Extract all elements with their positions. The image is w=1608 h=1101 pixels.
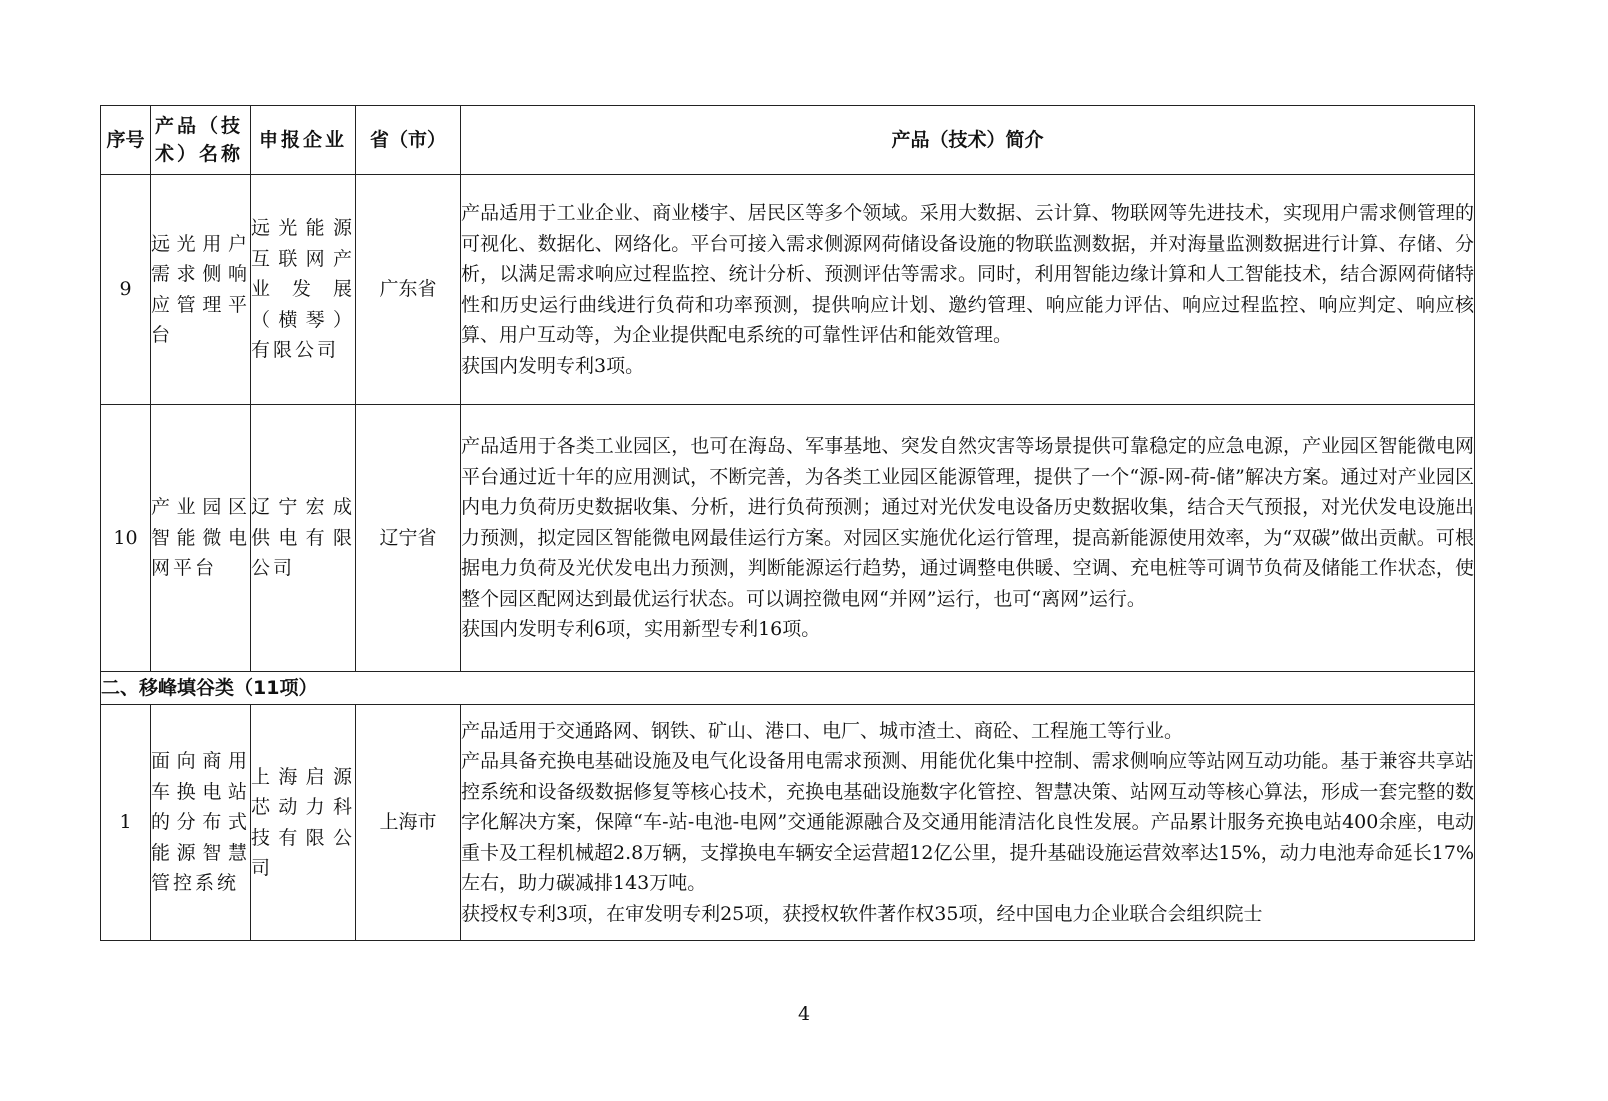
table-row <box>101 705 1475 941</box>
description-patents: 获授权专利3项，在审发明专利25项，获授权软件著作权35项，经中国电力企业联合会组织院士 <box>461 902 1263 925</box>
row-product-name: 产业园区智能微电网平台 <box>151 405 251 672</box>
row-enterprise: 上海启源芯动力科技有限公司 <box>251 705 356 941</box>
table-row <box>101 405 1475 672</box>
header-name: 产品（技术）名称 <box>151 106 251 175</box>
row-province: 辽宁省 <box>356 405 461 672</box>
table-row <box>101 175 1475 405</box>
row-seq: 10 <box>101 405 151 672</box>
row-seq: 1 <box>101 705 151 941</box>
row-description <box>461 175 1475 405</box>
header-description: 产品（技术）简介 <box>461 106 1475 175</box>
header-seq: 序号 <box>101 106 151 175</box>
header-province: 省（市） <box>356 106 461 175</box>
row-province: 上海市 <box>356 705 461 941</box>
row-enterprise: 远光能源互联网产业发展（横琴）有限公司 <box>251 175 356 405</box>
product-table <box>100 105 1475 941</box>
row-product-name: 远光用户需求侧响应管理平台 <box>151 175 251 405</box>
table-header-row <box>101 106 1475 175</box>
description-paragraph: 产品具备充换电基础设施及电气化设备用电需求预测、用能优化集中控制、需求侧响应等站网互动功能。基于兼容共享站控系统和设备级数据修复等核心技术，充换电基础设施数字化管控、智慧决策、站网互动等核心算法，形成一套完整的数字化解决方案，保障“车-站-电池-电网”交通能源融合及交通用能清洁化良性发展。产品累计服务充换电站400余座，电动重卡及工程机械超2.8万辆，支撑换电车辆安全运营超12亿公里，提升基础设施运营效率达15%，动力电池寿命延长17%左右，助力碳减排143万吨。 <box>461 750 1474 895</box>
row-seq: 9 <box>101 175 151 405</box>
section-row <box>101 672 1475 705</box>
row-description <box>461 405 1475 672</box>
row-description <box>461 705 1475 941</box>
description-patents: 获国内发明专利3项。 <box>461 354 645 377</box>
row-enterprise: 辽宁宏成供电有限公司 <box>251 405 356 672</box>
description-paragraph: 产品适用于各类工业园区，也可在海岛、军事基地、突发自然灾害等场景提供可靠稳定的应急电源，产业园区智能微电网平台通过近十年的应用测试，不断完善，为各类工业园区能源管理，提供了一个“源-网-荷-储”解决方案。通过对产业园区内电力负荷历史数据收集、分析，进行负荷预测；通过对光伏发电设备历史数据收集，结合天气预报，对光伏发电设施出力预测，拟定园区智能微电网最佳运行方案。对园区实施优化运行管理，提高新能源使用效率，为“双碳”做出贡献。可根据电力负荷及光伏发电出力预测，判断能源运行趋势，通过调整电供暖、空调、充电桩等可调节负荷及储能工作状态，使整个园区配网达到最优运行状态。可以调控微电网“并网”运行，也可“离网”运行。 <box>461 435 1474 610</box>
description-patents: 获国内发明专利6项，实用新型专利16项。 <box>461 618 821 641</box>
section-title: 二、移峰填谷类（11项） <box>101 672 1475 705</box>
page-number: 4 <box>797 1003 811 1025</box>
description-applicability: 产品适用于交通路网、钢铁、矿山、港口、电厂、城市渣土、商砼、工程施工等行业。 <box>461 719 1184 742</box>
row-province: 广东省 <box>356 175 461 405</box>
row-product-name: 面向商用车换电站的分布式能源智慧管控系统 <box>151 705 251 941</box>
description-paragraph: 产品适用于工业企业、商业楼宇、居民区等多个领域。采用大数据、云计算、物联网等先进技术，实现用户需求侧管理的可视化、数据化、网络化。平台可接入需求侧源网荷储设备设施的物联监测数据，并对海量监测数据进行计算、存储、分析，以满足需求响应过程监控、统计分析、预测评估等需求。同时，利用智能边缘计算和人工智能技术，结合源网荷储特性和历史运行曲线进行负荷和功率预测，提供响应计划、邀约管理、响应能力评估、响应过程监控、响应判定、响应核算、用户互动等，为企业提供配电系统的可靠性评估和能效管理。 <box>461 202 1474 346</box>
header-enterprise: 申报企业 <box>251 106 356 175</box>
